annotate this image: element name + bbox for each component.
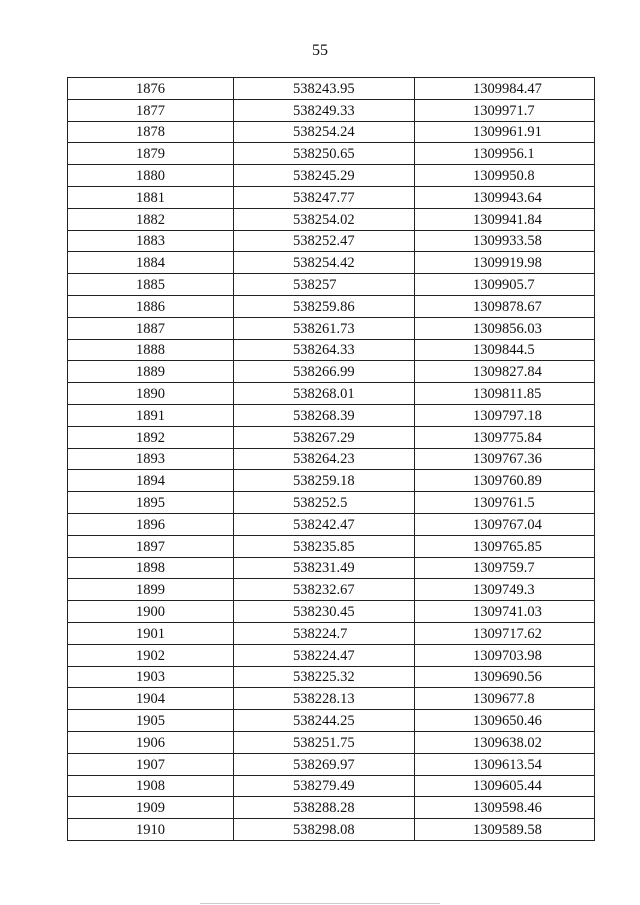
table-body	[68, 78, 595, 841]
table-row	[68, 99, 595, 121]
table-row	[68, 797, 595, 819]
y-coordinate-cell: 1309703.98	[415, 644, 595, 666]
x-coordinate-cell: 538242.47	[234, 513, 415, 535]
point-number-cell: 1884	[68, 252, 234, 274]
table-row	[68, 731, 595, 753]
y-coordinate-cell: 1309775.84	[415, 426, 595, 448]
x-coordinate-cell: 538245.29	[234, 165, 415, 187]
x-coordinate-cell: 538259.86	[234, 295, 415, 317]
x-coordinate-cell: 538251.75	[234, 731, 415, 753]
y-coordinate-cell: 1309605.44	[415, 775, 595, 797]
x-coordinate-cell: 538249.33	[234, 99, 415, 121]
table-row	[68, 383, 595, 405]
x-coordinate-cell: 538232.67	[234, 579, 415, 601]
point-number-cell: 1890	[68, 383, 234, 405]
x-coordinate-cell: 538250.65	[234, 143, 415, 165]
table-row	[68, 535, 595, 557]
point-number-cell: 1886	[68, 295, 234, 317]
page-number: 55	[312, 42, 328, 59]
y-coordinate-cell: 1309971.7	[415, 99, 595, 121]
point-number-cell: 1905	[68, 710, 234, 732]
point-number-cell: 1897	[68, 535, 234, 557]
x-coordinate-cell: 538261.73	[234, 317, 415, 339]
point-number-cell: 1901	[68, 622, 234, 644]
table-row	[68, 143, 595, 165]
y-coordinate-cell: 1309827.84	[415, 361, 595, 383]
point-number-cell: 1894	[68, 470, 234, 492]
y-coordinate-cell: 1309759.7	[415, 557, 595, 579]
point-number-cell: 1893	[68, 448, 234, 470]
point-number-cell: 1902	[68, 644, 234, 666]
point-number-cell: 1891	[68, 404, 234, 426]
point-number-cell: 1892	[68, 426, 234, 448]
x-coordinate-cell: 538268.39	[234, 404, 415, 426]
point-number-cell: 1898	[68, 557, 234, 579]
x-coordinate-cell: 538225.32	[234, 666, 415, 688]
point-number-cell: 1878	[68, 121, 234, 143]
point-number-cell: 1895	[68, 492, 234, 514]
x-coordinate-cell: 538254.24	[234, 121, 415, 143]
y-coordinate-cell: 1309811.85	[415, 383, 595, 405]
x-coordinate-cell: 538230.45	[234, 601, 415, 623]
table-row	[68, 165, 595, 187]
point-number-cell: 1879	[68, 143, 234, 165]
point-number-cell: 1877	[68, 99, 234, 121]
x-coordinate-cell: 538247.77	[234, 186, 415, 208]
x-coordinate-cell: 538254.02	[234, 208, 415, 230]
table-row	[68, 230, 595, 252]
y-coordinate-cell: 1309638.02	[415, 731, 595, 753]
table-row	[68, 775, 595, 797]
y-coordinate-cell: 1309956.1	[415, 143, 595, 165]
point-number-cell: 1881	[68, 186, 234, 208]
table-row	[68, 208, 595, 230]
x-coordinate-cell: 538244.25	[234, 710, 415, 732]
y-coordinate-cell: 1309905.7	[415, 274, 595, 296]
table-row	[68, 753, 595, 775]
point-number-cell: 1899	[68, 579, 234, 601]
y-coordinate-cell: 1309919.98	[415, 252, 595, 274]
x-coordinate-cell: 538264.23	[234, 448, 415, 470]
y-coordinate-cell: 1309941.84	[415, 208, 595, 230]
point-number-cell: 1909	[68, 797, 234, 819]
table-row	[68, 666, 595, 688]
table-row	[68, 688, 595, 710]
point-number-cell: 1887	[68, 317, 234, 339]
point-number-cell: 1910	[68, 819, 234, 841]
table-row	[68, 339, 595, 361]
table-row	[68, 492, 595, 514]
y-coordinate-cell: 1309878.67	[415, 295, 595, 317]
x-coordinate-cell: 538252.5	[234, 492, 415, 514]
x-coordinate-cell: 538252.47	[234, 230, 415, 252]
x-coordinate-cell: 538264.33	[234, 339, 415, 361]
x-coordinate-cell: 538231.49	[234, 557, 415, 579]
y-coordinate-cell: 1309961.91	[415, 121, 595, 143]
point-number-cell: 1885	[68, 274, 234, 296]
x-coordinate-cell: 538259.18	[234, 470, 415, 492]
point-number-cell: 1903	[68, 666, 234, 688]
y-coordinate-cell: 1309741.03	[415, 601, 595, 623]
point-number-cell: 1876	[68, 78, 234, 100]
point-number-cell: 1906	[68, 731, 234, 753]
table-row	[68, 448, 595, 470]
y-coordinate-cell: 1309856.03	[415, 317, 595, 339]
footer-divider	[200, 903, 440, 904]
table-row	[68, 622, 595, 644]
table-row	[68, 186, 595, 208]
y-coordinate-cell: 1309650.46	[415, 710, 595, 732]
x-coordinate-cell: 538267.29	[234, 426, 415, 448]
table-row	[68, 121, 595, 143]
table-row	[68, 274, 595, 296]
table-row	[68, 426, 595, 448]
y-coordinate-cell: 1309717.62	[415, 622, 595, 644]
x-coordinate-cell: 538269.97	[234, 753, 415, 775]
x-coordinate-cell: 538243.95	[234, 78, 415, 100]
y-coordinate-cell: 1309765.85	[415, 535, 595, 557]
y-coordinate-cell: 1309797.18	[415, 404, 595, 426]
y-coordinate-cell: 1309984.47	[415, 78, 595, 100]
x-coordinate-cell: 538224.47	[234, 644, 415, 666]
table-row	[68, 404, 595, 426]
point-number-cell: 1900	[68, 601, 234, 623]
y-coordinate-cell: 1309761.5	[415, 492, 595, 514]
table-row	[68, 78, 595, 100]
y-coordinate-cell: 1309749.3	[415, 579, 595, 601]
table-row	[68, 470, 595, 492]
point-number-cell: 1880	[68, 165, 234, 187]
x-coordinate-cell: 538266.99	[234, 361, 415, 383]
x-coordinate-cell: 538298.08	[234, 819, 415, 841]
x-coordinate-cell: 538279.49	[234, 775, 415, 797]
table-row	[68, 644, 595, 666]
y-coordinate-cell: 1309690.56	[415, 666, 595, 688]
y-coordinate-cell: 1309589.58	[415, 819, 595, 841]
point-number-cell: 1882	[68, 208, 234, 230]
point-number-cell: 1896	[68, 513, 234, 535]
y-coordinate-cell: 1309943.64	[415, 186, 595, 208]
x-coordinate-cell: 538268.01	[234, 383, 415, 405]
point-number-cell: 1888	[68, 339, 234, 361]
y-coordinate-cell: 1309767.04	[415, 513, 595, 535]
y-coordinate-cell: 1309844.5	[415, 339, 595, 361]
coordinates-table	[67, 77, 595, 841]
point-number-cell: 1907	[68, 753, 234, 775]
x-coordinate-cell: 538257	[234, 274, 415, 296]
x-coordinate-cell: 538224.7	[234, 622, 415, 644]
table-row	[68, 317, 595, 339]
y-coordinate-cell: 1309598.46	[415, 797, 595, 819]
table-row	[68, 361, 595, 383]
table-row	[68, 601, 595, 623]
table-row	[68, 819, 595, 841]
point-number-cell: 1904	[68, 688, 234, 710]
x-coordinate-cell: 538254.42	[234, 252, 415, 274]
table-row	[68, 579, 595, 601]
x-coordinate-cell: 538228.13	[234, 688, 415, 710]
x-coordinate-cell: 538235.85	[234, 535, 415, 557]
y-coordinate-cell: 1309767.36	[415, 448, 595, 470]
y-coordinate-cell: 1309933.58	[415, 230, 595, 252]
table-row	[68, 557, 595, 579]
table-row	[68, 710, 595, 732]
point-number-cell: 1908	[68, 775, 234, 797]
y-coordinate-cell: 1309950.8	[415, 165, 595, 187]
x-coordinate-cell: 538288.28	[234, 797, 415, 819]
y-coordinate-cell: 1309760.89	[415, 470, 595, 492]
y-coordinate-cell: 1309613.54	[415, 753, 595, 775]
table-row	[68, 513, 595, 535]
point-number-cell: 1883	[68, 230, 234, 252]
table-row	[68, 295, 595, 317]
point-number-cell: 1889	[68, 361, 234, 383]
table-row	[68, 252, 595, 274]
y-coordinate-cell: 1309677.8	[415, 688, 595, 710]
